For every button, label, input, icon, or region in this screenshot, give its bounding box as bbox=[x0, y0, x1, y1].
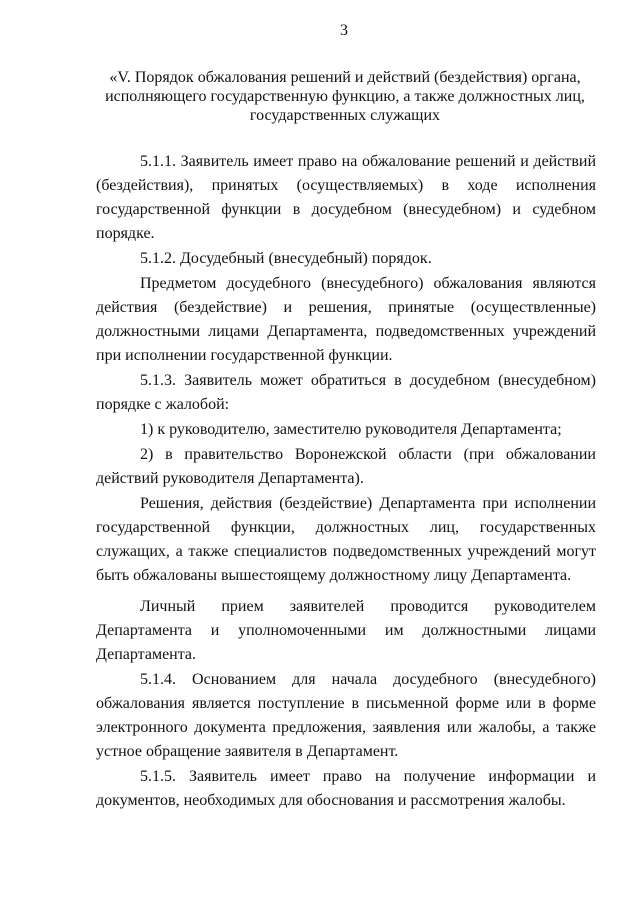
paragraph-5-1-3: 5.1.3. Заявитель может обратиться в досудебном (внесудебном) порядке с жалобой: bbox=[96, 372, 596, 413]
paragraph-5-1-2: 5.1.2. Досудебный (внесудебный) порядок. bbox=[140, 250, 432, 267]
paragraph-5-1-5: 5.1.5. Заявитель имеет право на получение информации и документов, необходимых для обоснования и рассмотрения жалобы. bbox=[96, 768, 596, 809]
page-number: 3 bbox=[340, 22, 348, 39]
paragraph-5-1-4: 5.1.4. Основанием для начала досудебного (внесудебного) обжалования является поступление в письменной форме или в форме электронного документа предложения, заявления или жалобы, а также устное обращение заявителя в Департамент. bbox=[96, 671, 596, 760]
paragraph-subject-of-appeal: Предметом досудебного (внесудебного) обжалования являются действия (бездействие) и решения, принятые (осуществленные) должностными лицами Департамента, подведомственных учреждений при исполнении государственной функции. bbox=[96, 275, 596, 364]
list-item-1: 1) к руководителю, заместителю руководителя Департамента; bbox=[140, 421, 562, 438]
document-body bbox=[96, 150, 596, 813]
paragraph-personal-reception: Личный прием заявителей проводится руководителем Департамента и уполномоченными им должностными лицами Департамента. bbox=[96, 598, 596, 663]
section-title: «V. Порядок обжалования решений и действий (бездействия) органа, исполняющего государственную функцию, а также должностных лиц, государственных служащих bbox=[105, 69, 585, 124]
list-item-2: 2) в правительство Воронежской области (при обжаловании действий руководителя Департамента). bbox=[96, 446, 596, 487]
paragraph-decisions-appeal: Решения, действия (бездействие) Департамента при исполнении государственной функции, должностных лиц, государственных служащих, а также специалистов подведомственных учреждений могут быть обжалованы вышестоящему должностному лицу Департамента. bbox=[96, 495, 596, 584]
paragraph-5-1-1: 5.1.1. Заявитель имеет право на обжалование решений и действий (бездействия), принятых (осуществляемых) в ходе исполнения государственной функции в досудебном (внесудебном) и судебном порядке. bbox=[96, 153, 596, 242]
